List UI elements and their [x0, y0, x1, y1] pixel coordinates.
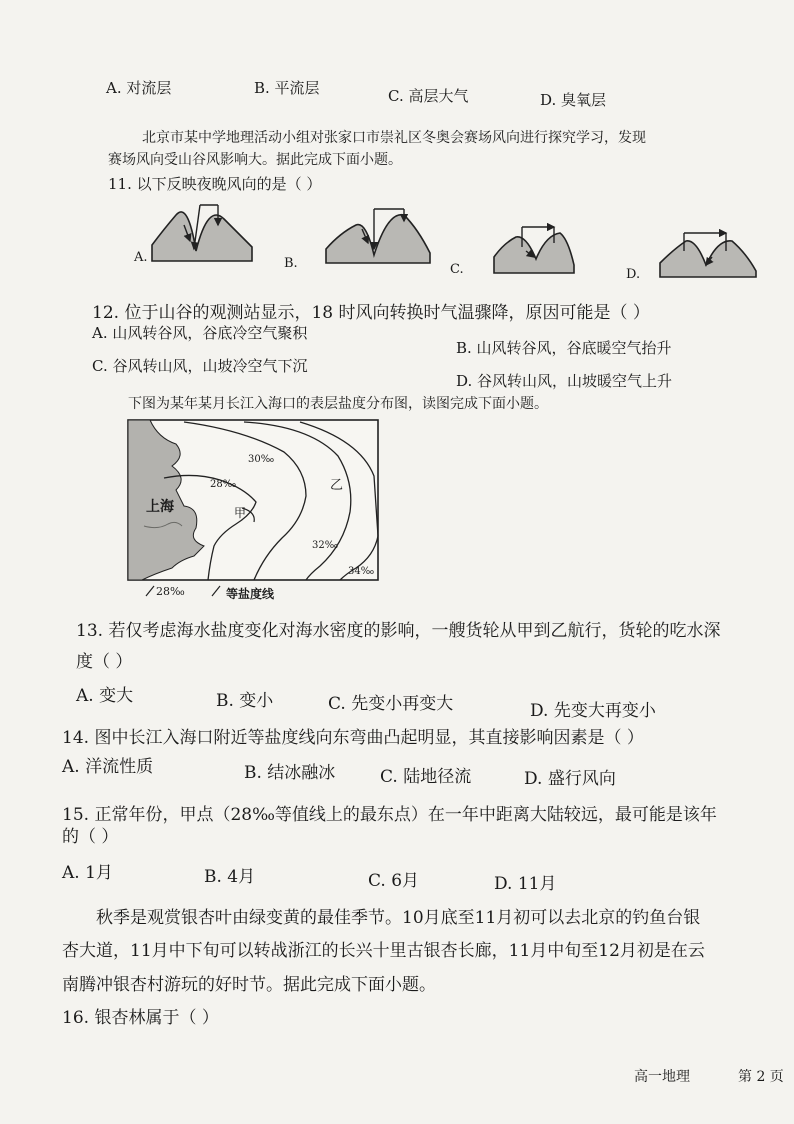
legend-label: 等盐度线 — [226, 587, 275, 601]
valley-diagram-c — [494, 227, 574, 273]
q14-option-c: C. 陆地径流 — [380, 767, 472, 787]
q11-label-d: D. — [626, 267, 641, 282]
map-label-yi: 乙 — [330, 478, 344, 493]
valley-diagram-d — [660, 233, 756, 277]
intro3-line3: 南腾冲银杏村游玩的好时节。据此完成下面小题。 — [62, 975, 436, 995]
map-label-shanghai: 上海 — [146, 499, 174, 515]
q11-valley-diagrams — [128, 193, 768, 283]
q15-option-b: B. 4月 — [204, 867, 256, 887]
q12-option-c: C. 谷风转山风，山坡冷空气下沉 — [92, 357, 308, 375]
q14-stem: 14. 图中长江入海口附近等盐度线向东弯曲凸起明显，其直接影响因素是（ ） — [62, 728, 644, 748]
q11-label-a: A. — [134, 250, 148, 265]
valley-diagram-b — [326, 209, 430, 263]
q14-option-a: A. 洋流性质 — [62, 757, 154, 777]
q12-option-d: D. 谷风转山风，山坡暖空气上升 — [456, 372, 673, 390]
q13-option-b: B. 变小 — [216, 691, 274, 711]
intro2: 下图为某年某月长江入海口的表层盐度分布图，读图完成下面小题。 — [128, 396, 548, 412]
intro3-line2: 杏大道，11月中下旬可以转战浙江的长兴十里古银杏长廊，11月中旬至12月初是在云 — [62, 941, 705, 961]
q10-option-d: D. 臭氧层 — [540, 91, 607, 109]
q12-option-a: A. 山风转谷风，谷底冷空气聚积 — [92, 324, 308, 342]
footer-page: 第 2 页 — [738, 1069, 784, 1085]
q15-option-a: A. 1月 — [62, 863, 113, 883]
legend-value: 28‰ — [156, 585, 185, 598]
intro1-line1: 北京市某中学地理活动小组对张家口市崇礼区冬奥会赛场风向进行探究学习，发现 — [142, 130, 646, 146]
intro1-line2: 赛场风向受山谷风影响大。据此完成下面小题。 — [108, 152, 402, 168]
q11-label-c: C. — [450, 262, 464, 277]
q13-option-a: A. 变大 — [76, 686, 134, 706]
q10-option-a: A. 对流层 — [106, 79, 172, 97]
q12-option-b: B. 山风转谷风，谷底暖空气抬升 — [456, 339, 672, 357]
q10-option-b: B. 平流层 — [254, 79, 320, 97]
map-iso-30: 30‰ — [248, 454, 275, 465]
footer-subject: 高一地理 — [634, 1069, 690, 1085]
q12-stem: 12. 位于山谷的观测站显示，18 时风向转换时气温骤降，原因可能是（ ） — [92, 303, 650, 323]
q11-stem: 11. 以下反映夜晚风向的是（ ） — [108, 175, 322, 193]
valley-diagram-a — [152, 205, 252, 261]
q11-label-b: B. — [284, 256, 298, 271]
map-label-jia: 甲 — [234, 506, 247, 520]
q15-stem-line2: 的（ ） — [62, 827, 119, 847]
q14-option-d: D. 盛行风向 — [524, 769, 616, 789]
q14-option-b: B. 结冰融冰 — [244, 763, 336, 783]
q16-stem: 16. 银杏林属于（ ） — [62, 1008, 219, 1028]
q10-option-c: C. 高层大气 — [388, 87, 469, 105]
q13-stem-line2: 度（ ） — [76, 652, 133, 672]
intro3-line1: 秋季是观赏银杏叶由绿变黄的最佳季节。10月底至11月初可以去北京的钓鱼台银 — [96, 908, 701, 928]
q15-option-c: C. 6月 — [368, 871, 420, 891]
map-iso-34: 34‰ — [348, 566, 375, 577]
q15-option-d: D. 11月 — [494, 874, 557, 894]
map-iso-28: 28‰ — [210, 479, 237, 490]
q15-stem-line1: 15. 正常年份，甲点（28‰等值线上的最东点）在一年中距离大陆较远，最可能是该年 — [62, 805, 717, 825]
map-iso-32: 32‰ — [312, 540, 339, 551]
q13-stem-line1: 13. 若仅考虑海水盐度变化对海水密度的影响，一艘货轮从甲到乙航行，货轮的吃水深 — [76, 621, 721, 641]
q13-option-d: D. 先变大再变小 — [530, 701, 656, 721]
q13-option-c: C. 先变小再变大 — [328, 694, 454, 714]
